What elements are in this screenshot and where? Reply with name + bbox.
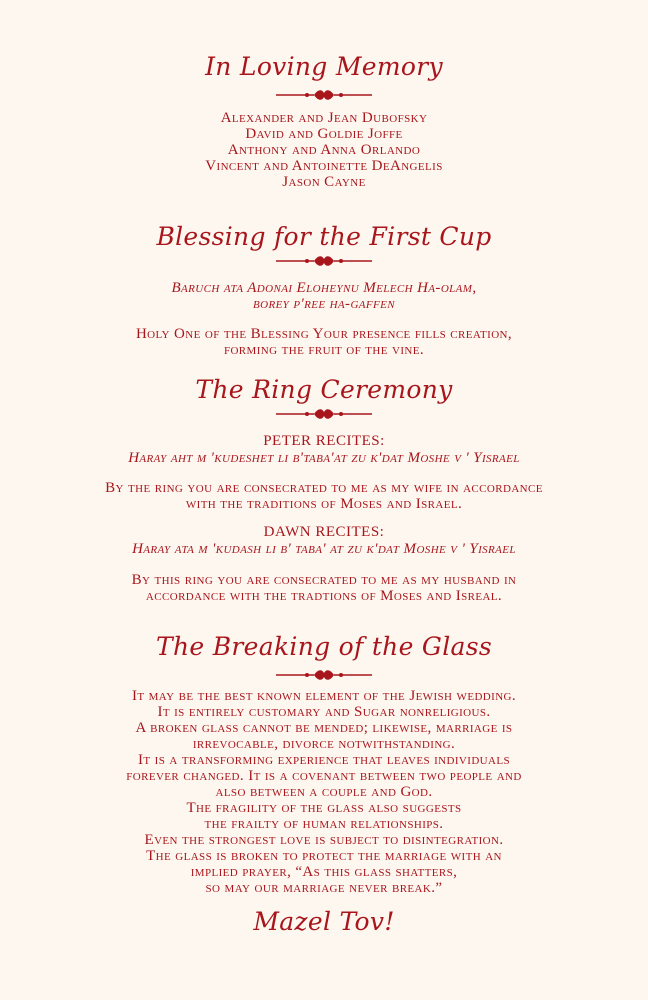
blessing-english	[0, 326, 648, 358]
glass-line: Even the strongest love is subject to disintegration.	[144, 832, 504, 848]
glass-line: the frailty of human relationships.	[204, 816, 444, 832]
dawn-hebrew: Haray ata m 'kudash li b' taba' at zu k'dat Moshe v ' Yisrael	[132, 541, 516, 557]
glass-line: It is entirely customary and Sugar nonreligious.	[157, 704, 491, 720]
peter-heading: PETER RECITES:	[263, 433, 385, 449]
peter-english-line: By the ring you are consecrated to me as my wife in accordance	[105, 480, 543, 496]
blessing-english-line: Holy One of the Blessing Your presence fills creation,	[135, 326, 513, 342]
blessing-title: Blessing for the First Cup	[156, 222, 492, 251]
glass-paragraph	[0, 688, 648, 896]
flourish-divider-icon	[274, 253, 374, 269]
glass-line: A broken glass cannot be mended; likewise, marriage is	[135, 720, 513, 736]
blessing-hebrew-line: borey p'ree ha-gaffen	[252, 296, 396, 312]
glass-title: The Breaking of the Glass	[156, 632, 492, 661]
memory-name: Anthony and Anna Orlando	[227, 142, 421, 158]
glass-line: It is a transforming experience that leaves individuals	[137, 752, 511, 768]
blessing-english-line: forming the fruit of the vine.	[223, 342, 425, 358]
dawn-english-line: accordance with the tradtions of Moses and Isreal.	[145, 588, 503, 604]
glass-line: implied prayer, “As this glass shatters,	[190, 864, 458, 880]
glass-line: forever changed. It is a covenant between two people and	[126, 768, 522, 784]
closing-mazel-tov: Mazel Tov!	[253, 907, 395, 936]
glass-line: The fragility of the glass also suggests	[186, 800, 462, 816]
memory-title: In Loving Memory	[205, 52, 443, 81]
glass-line: so may our marriage never break.”	[205, 880, 443, 896]
glass-line: It may be the best known element of the Jewish wedding.	[131, 688, 517, 704]
blessing-hebrew	[0, 280, 648, 312]
peter-english	[0, 480, 648, 512]
dawn-heading: DAWN RECITES:	[263, 524, 385, 540]
memory-name: Jason Cayne	[282, 174, 366, 190]
peter-hebrew: Haray aht m 'kudeshet li b'taba'at zu k'dat Moshe v ' Yisrael	[128, 450, 520, 466]
ring-title: The Ring Ceremony	[195, 375, 453, 404]
memory-names	[0, 110, 648, 190]
glass-line: The glass is broken to protect the marriage with an	[146, 848, 502, 864]
flourish-divider-icon	[274, 87, 374, 103]
dawn-english	[0, 572, 648, 604]
dawn-english-line: By this ring you are consecrated to me as my husband in	[131, 572, 517, 588]
glass-line: also between a couple and God.	[215, 784, 433, 800]
flourish-divider-icon	[274, 667, 374, 683]
flourish-divider-icon	[274, 406, 374, 422]
peter-english-line: with the traditions of Moses and Israel.	[185, 496, 463, 512]
memory-name: Vincent and Antoinette DeAngelis	[205, 158, 443, 174]
memory-name: Alexander and Jean Dubofsky	[220, 110, 428, 126]
memory-name: David and Goldie Joffe	[245, 126, 403, 142]
blessing-hebrew-line: Baruch ata Adonai Eloheynu Melech Ha-olam,	[171, 280, 477, 296]
glass-line: irrevocable, divorce notwithstanding.	[192, 736, 456, 752]
